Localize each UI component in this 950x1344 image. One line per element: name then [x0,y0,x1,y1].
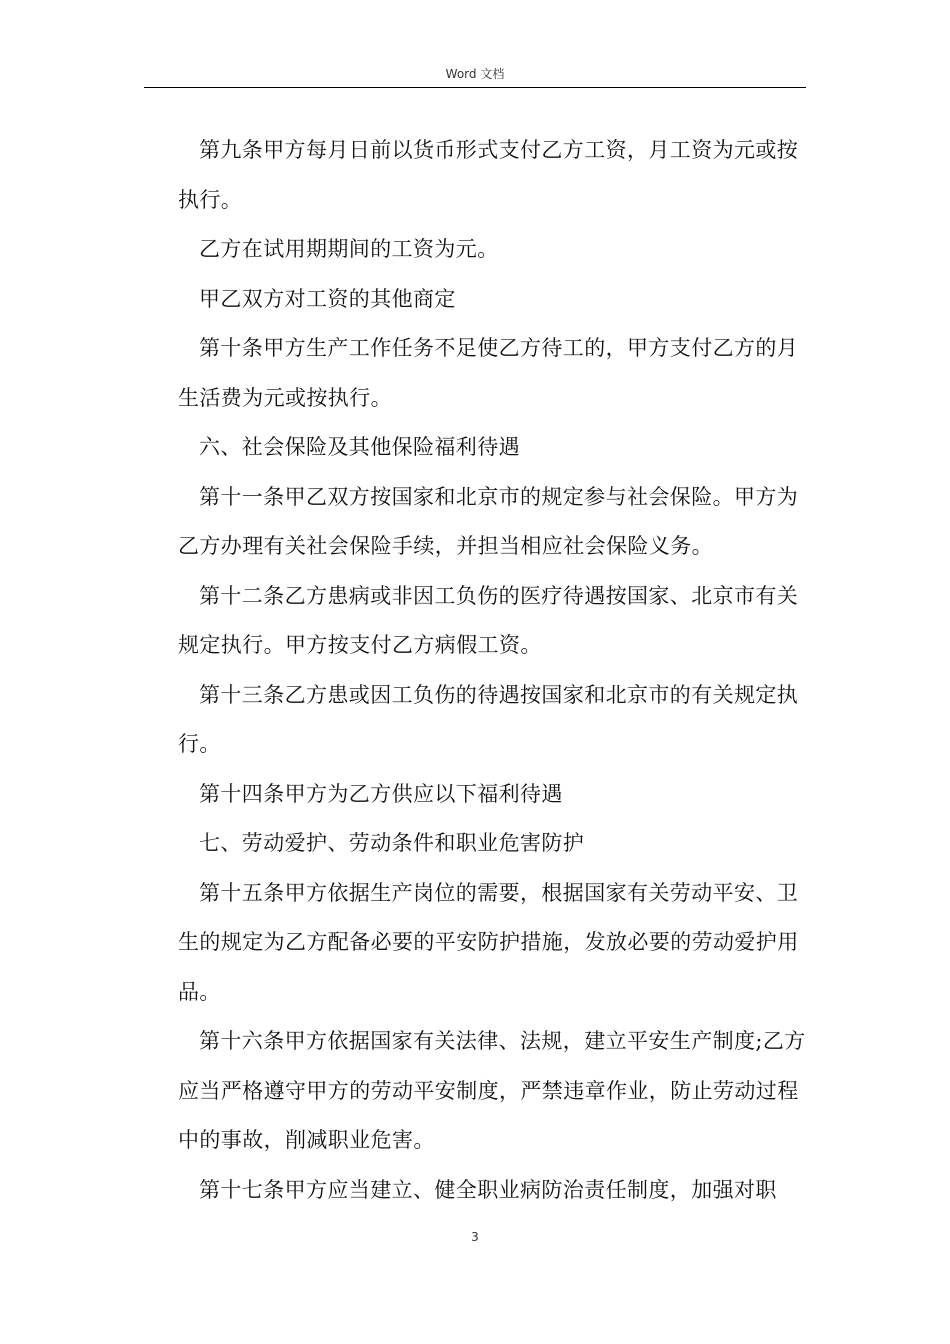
document-header-title: Word 文档 [445,67,505,81]
paragraph-probation-wage: 乙方在试用期期间的工资为元。 [199,237,499,261]
paragraph-article-9: 第九条甲方每月日前以货币形式支付乙方工资，月工资为元或按执行。 [178,138,799,212]
paragraph-article-14: 第十四条甲方为乙方供应以下福利待遇 [199,781,563,806]
paragraph-article-13: 第十三条乙方患或因工负伤的待遇按国家和北京市的有关规定执行。 [178,682,799,756]
paragraph-article-17: 第十七条甲方应当建立、健全职业病防治责任制度，加强对职 [199,1177,777,1202]
page-number: 3 [471,1230,479,1244]
section-heading-6: 六、社会保险及其他保险福利待遇 [199,435,520,459]
paragraph-article-16: 第十六条甲方依据国家有关法律、法规，建立平安生产制度;乙方应当严格遵守甲方的劳动平安制度，严禁违章作业，防止劳动过程中的事故，削减职业危害。 [178,1029,806,1152]
document-body [178,126,808,1215]
paragraph-other-wage-terms: 甲乙双方对工资的其他商定 [199,286,456,311]
section-heading-7: 七、劳动爱护、劳动条件和职业危害防护 [199,831,585,855]
header-divider [144,87,806,88]
paragraph-article-15: 第十五条甲方依据生产岗位的需要，根据国家有关劳动平安、卫生的规定为乙方配备必要的平安防护措施，发放必要的劳动爱护用品。 [178,880,799,1004]
paragraph-article-11: 第十一条甲乙双方按国家和北京市的规定参与社会保险。甲方为乙方办理有关社会保险手续，并担当相应社会保险义务。 [178,484,799,558]
paragraph-article-10: 第十条甲方生产工作任务不足使乙方待工的，甲方支付乙方的月生活费为元或按执行。 [178,336,799,410]
paragraph-article-12: 第十二条乙方患病或非因工负伤的医疗待遇按国家、北京市有关规定执行。甲方按支付乙方病假工资。 [178,583,799,657]
